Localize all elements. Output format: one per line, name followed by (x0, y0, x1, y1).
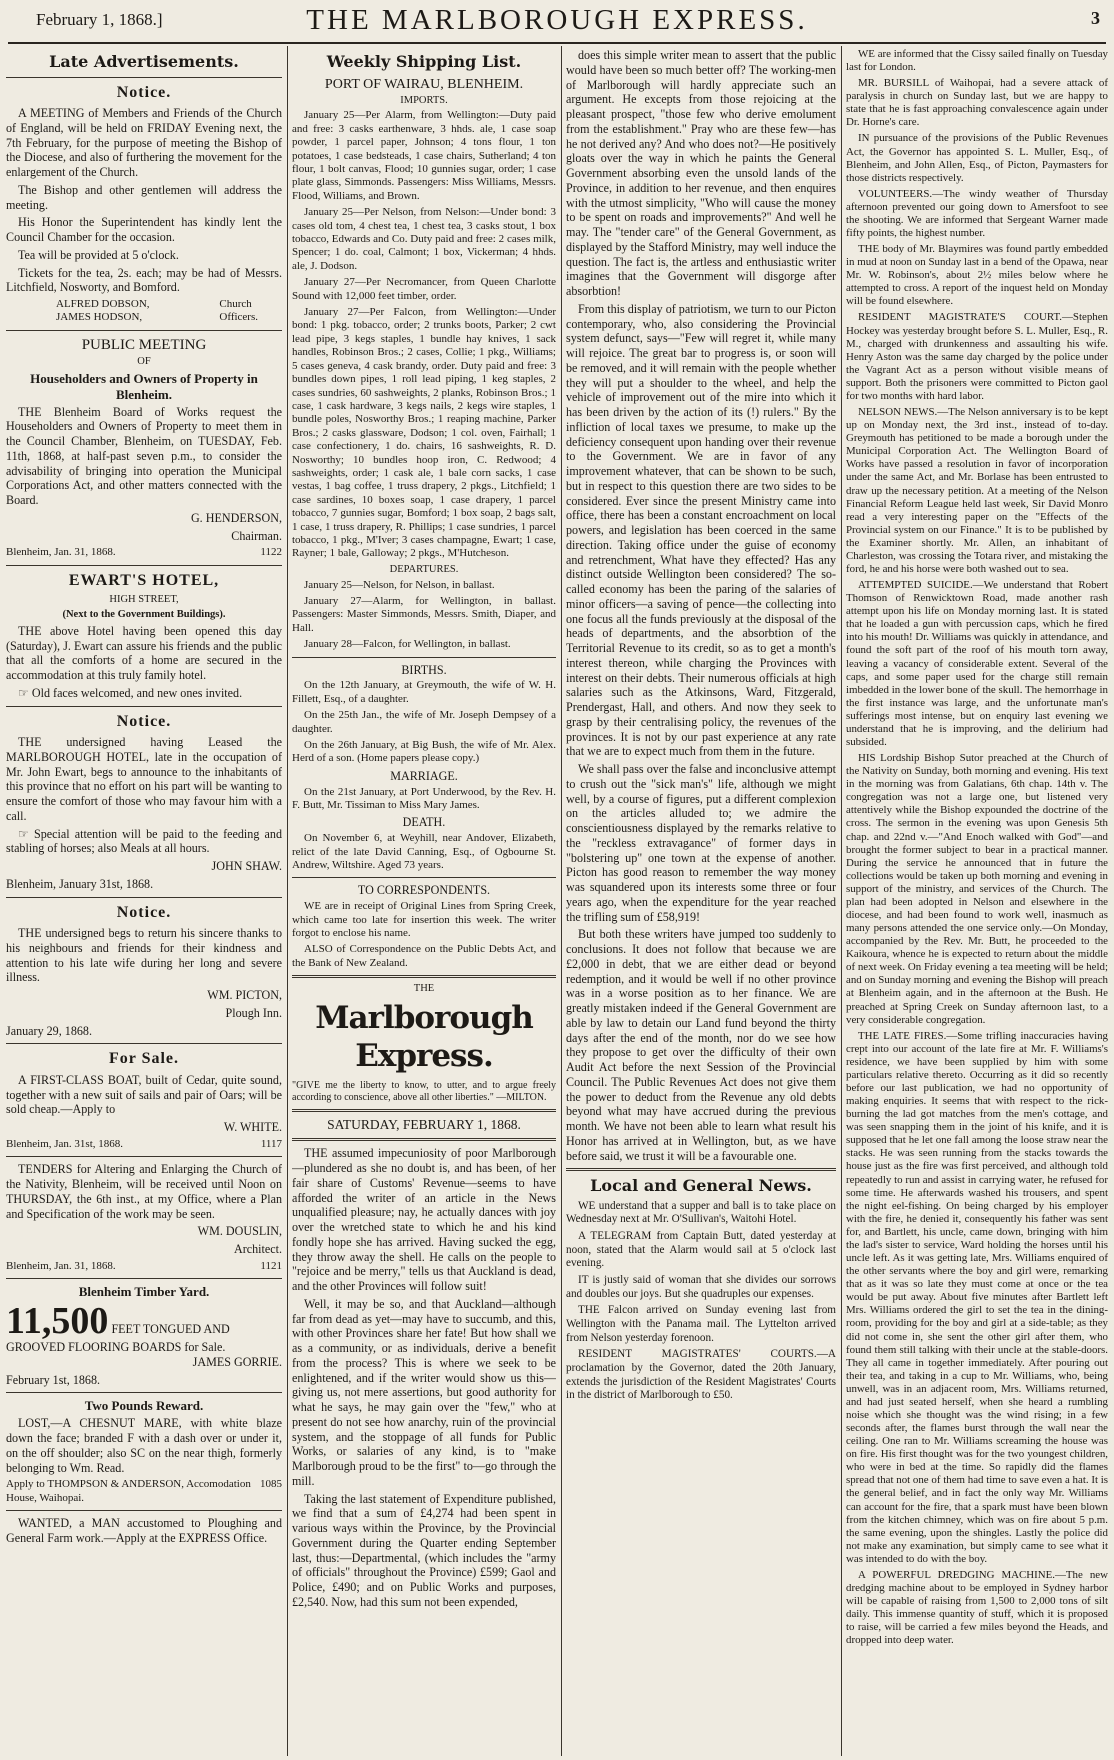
ad-heading: PUBLIC MEETING (81, 336, 207, 353)
port-heading: PORT OF WAIRAU, BLENHEIM. (324, 76, 524, 92)
news-item: RESIDENT MAGISTRATE'S COURT.—Stephen Hockey was yesterday brought before S. L. Muller, Esq., R. M., charged with drunkenness and assaulting his wife. Henry Aston was the same day charged by the police under the Vagrant Act as a person without visible means of support. Both the prisoners were committed to Picton gaol for two months with hard labor. (846, 311, 1108, 402)
ad-footer (6, 1138, 282, 1151)
shipping-entry: January 25—Nelson, for Nelson, in ballast. (304, 578, 495, 591)
subheading: DEATH. (402, 815, 446, 830)
ad-text: THE undersigned having Leased the MARLBOROUGH HOTEL, late in the occupation of Mr. John Ewart, begs to announce to the inhabitants of this province that no effort on his part will be wanting to ensure the comfort of those who may favour him with a call. (6, 735, 282, 823)
signatory-role: Plough Inn. (225, 1005, 282, 1020)
divider (6, 77, 282, 78)
news-item: A POWERFUL DREDGING MACHINE.—The new dredging machine about to be employed in Sydney harbor will be capable of raising from 1,500 to 2,000 tons of silt daily. This immense quantity of stuff, which it is proposed to raise, will be carried a few miles beyond the Heads, and dropped into deep water. (846, 1568, 1108, 1647)
notice-entry: WE are in receipt of Original Lines from Spring Creek, which came too late for insertion this week. The writer forgot to enclose his name. (292, 900, 556, 939)
divider (6, 1278, 282, 1279)
column-advertisements (6, 48, 282, 1758)
ad-text: THE Blenheim Board of Works request the Householders and Owners of Property to meet them in the Council Chamber, Blenheim, on TUESDAY, Feb. 11th, 1868, at half-past seven p.m., to consider the advisability of bringing into operation the Municipal Corporations Act, and other matters connected with the Board. (6, 404, 282, 508)
ad-text (6, 686, 282, 701)
news-item: IT is justly said of woman that she divides our sorrows and doubles our joys. But she quadruples our expenses. (566, 1274, 836, 1300)
ad-text: THE above Hotel having been opened this day (Saturday), J. Ewart can assure his friends and the public that all the comforts of a home are secured in the accommodation at this truly family hotel. (6, 623, 282, 683)
news-item: A TELEGRAM from Captain Butt, dated yesterday at noon, stated that the Alarm would sail at 5 o'clock last evening. (566, 1230, 836, 1270)
column-local-news (846, 48, 1108, 1758)
title-prefix: THE (413, 983, 435, 995)
shipping-entry: January 25—Per Nelson, from Nelson:—Under bond: 3 cases old tom, 4 chest tea, 1 chest tea, 3 casks stout, 1 box tobacco, Edwards and Co. Duty paid and free: 2 cases milk, Spencer; 1 do. coal, Calmont; 1 box, Vickerman; 4 hhds. ale, J. Dodson. (292, 206, 556, 272)
ad-date: Blenheim, Jan. 31st, 1868. (6, 1137, 124, 1150)
ad-heading: Notice. (116, 83, 172, 101)
page-number: 3 (1091, 8, 1100, 28)
subheading: TO CORRESPONDENTS. (357, 883, 491, 898)
signatory: JAMES HODSON, (56, 311, 143, 324)
divider (6, 1156, 282, 1157)
notice-entry: ALSO of Correspondence on the Public Debts Act, and the Bank of New Zealand. (292, 943, 556, 969)
divider (6, 897, 282, 898)
ad-date: February 1st, 1868. (6, 1372, 101, 1387)
ad-heading: Notice. (116, 903, 172, 921)
timber-quantity: 11,500 (6, 1300, 109, 1343)
ad-subheading: Householders and Owners of Property in Blenheim. (30, 370, 258, 402)
divider (292, 877, 556, 878)
signatory: JAMES GORRIE. (192, 1354, 282, 1369)
news-item: IN pursuance of the provisions of the Public Revenues Act, the Governor has appointed S. L. Muller, Esq., of Blenheim, and John Allen, Esq., of Picton, Paymasters for those districts respectively. (846, 132, 1108, 184)
section-heading: Late Advertisements. (49, 52, 239, 71)
news-item: VOLUNTEERS.—The windy weather of Thursday afternoon prevented our going down to Amersfoot to see the shooting. We are informed that Sergeant Warner made fifty points, the highest number. (846, 187, 1108, 240)
notice-entry: On the 12th January, at Greymouth, the wife of W. H. Fillett, Esq., of a daughter. (292, 679, 556, 705)
pointing-hand-icon: ☞ (18, 685, 32, 700)
column-divider (561, 46, 562, 1756)
shipping-entry: January 27—Per Necromancer, from Queen Charlotte Sound with 12,000 feet timber, order. (292, 276, 556, 302)
news-item: THE LATE FIRES.—Some trifling inaccuracies having crept into our account of the late fire at Mr. F. Williams's residence, we have been supplied by him with some particulars relative thereto. Occurring as it did so recently before our last publication, we had no opportunity of making enquiries. It seems that with respect to the rick-burning the lad got matches from the men's cottage, and was seen snapping them in the joint of his knife, and it is supposed that he let one fall among the loose straw near the stacks. He was seen running from the stacks towards the house just as the fire was first perceived, and although told repeatedly to run and assist in carrying water, he refused for some time. He afterwards washed his trousers, and spent the night eel-fishing. On being charged by his employer with the fire, he denied it, consequently his father was sent for, and Bartlett, his uncle, came down, bringing with him the lad's sister to service, Ward holding the horses until his uncle left. As it was getting late, Mrs. Williams enquired of the other servants where the boy and girl were, remarking that as it was so late they must come at once or the tea would be put away. About five minutes after Bartlett left Mrs. Williams ordered the girl to set the tea in the dining-room, providing for the boy and girl at a side-table; as they did not come in, she sent the other girl after them, who found them still talking with their uncle at the stable-doors. They all came in together immediately. After pouring out their tea, and taking in a cup to Mr. Williams, who, being unwell, was in an adjacent room, Mrs. Williams returned, and had just seated herself, when she heard a rumbling noise which she thought was the wind rising; in a few seconds after, the flames burst through the wall near the ceiling. One ran to Mr. Williams screaming the house was on fire. His first thought was for the two youngest children, who were in bed at the time. So rapidly did the flames spread that not one of them had time to save even a hat. It is the general belief, and in fact the only way Mr. Williams can account for the fire, that a spark must have been blown from the kitchen chimney, which was on fire about 5 p.m. the same evening, upon the shingles. Lastly the police did not make any examination, but simply came to see what it was intended to do with the boy. (846, 1029, 1108, 1565)
subheading: DEPARTURES. (389, 563, 459, 575)
ad-subheading: (Next to the Government Buildings). (62, 609, 226, 621)
ad-heading: EWART'S HOTEL, (68, 571, 220, 589)
ad-text: Tea will be provided at 5 o'clock. (18, 247, 179, 262)
newspaper-title: THE MARLBOROUGH EXPRESS. (306, 4, 808, 36)
signatory: WM. PICTON, (207, 988, 282, 1003)
ad-heading: For Sale. (108, 1050, 180, 1068)
shipping-entry: January 27—Alarm, for Wellington, in ballast. Passengers: Master Simmonds, Messrs. Smith, Diaper, and Hall. (292, 595, 556, 634)
news-item: NELSON NEWS.—The Nelson anniversary is to be kept up on Monday next, the 3rd inst., instead of to-day. Greymouth has petitioned to be made a borough under the Municipal Corporation Act. The Wellington Board of Works have passed a resolution in favor of incorporation under the same Act, and Mr. Borlase has been entrusted to draw up the necessary petition. At a meeting of the Nelson Financial Reform League held last week, Sir David Monro read a very interesting paper on the "Effects of the Provincial system on our Finance." It is to be published by the Examiner shortly. Mr. Allen, an inhabitant of Charleston, was crossing the Totara river, and mistaking the ford, he and his horse were both washed out to sea. (846, 406, 1108, 575)
ad-footer (6, 1478, 282, 1505)
ad-number: 1121 (260, 1259, 282, 1272)
notice-entry: On November 6, at Weyhill, near Andover, Elizabeth, relict of the late David Canning, Esq., of Ogbourne St. Andrew, Wiltshire. Aged 73 years. (292, 832, 556, 871)
column-editorial-continued (566, 48, 836, 1758)
news-item: RESIDENT MAGISTRATES' COURTS.—A proclamation by the Governor, dated the 20th January, extends the jurisdiction of the Resident Magistrates' Courts in the district of Marlborough to £50. (566, 1348, 836, 1402)
ad-signature (6, 298, 282, 325)
ad-subheading: OF (137, 356, 151, 368)
signatory: G. HENDERSON, (190, 510, 282, 525)
news-item: HIS Lordship Bishop Sutor preached at the Church of the Nativity on Sunday, both morning and evening. His text in the morning was from Galatians, 6th chap. 14th v. The congregation was not a large one, but listened very attentively while the Bishop expounded the doctrine of the cross. The sermon in the evening was upon Genesis 5th chap. and 22nd v.—"And Enoch walked with God"—and brought the former subject to bear in a practical manner. During the service he announced that in future the collections would be taken up both morning and evening in support of the ministry, and services of the Church. The plan had been adopted in Nelson and elsewhere in the diocese, and had been found to work well, inasmuch as many persons attended the one service only.—On Monday, accompanied by the Rev. Mr. Butt, he proceeded to the Kaikoura, whence he is expected to return about the middle of next week. On Friday evening a tea meeting will be held; and on Sunday morning and evening the Bishop will preach at Blenheim again, and in the afternoon at the Bush. He preached at Spring Creek on Sunday afternoon last, to a very considerable congregation. (846, 752, 1108, 1026)
divider (292, 1109, 556, 1112)
divider (292, 1138, 556, 1141)
news-item: MR. BURSILL of Waihopai, had a severe attack of paralysis in church on Sunday last, but we are happy to state that he is fast approaching convalescence again under Dr. Horne's care. (846, 77, 1108, 129)
notice-entry: On the 21st January, at Port Underwood, by the Rev. H. F. Butt, Mr. Tissiman to Miss Mary James. (292, 785, 556, 811)
divider (6, 1510, 282, 1511)
signatory: JOHN SHAW. (211, 859, 282, 874)
subheading: MARRIAGE. (390, 768, 458, 783)
editorial-text: Well, it may be so, and that Auckland—although far from dead as yet—may have to succumb, and this, with other Provinces share her fate! But how shall we as a community, or as individuals, derive a benefit from the process? This is where we seek to be enlightened, and if the writer would show us this—giving us, not mere assertions, but good authority for what he says, he may gain over the "few," who at present do not see how anarchy, ruin of the provincial system, and the stoppage of all funds for Public Works, or salaries of any kind, is to "make Marlborough proud to be the first" to—go through the mill. (292, 1296, 556, 1488)
ad-text: Tickets for the tea, 2s. each; may be had of Messrs. Litchfield, Nosworty, and Bomford. (6, 265, 282, 295)
ad-date: Blenheim, January 31st, 1868. (6, 876, 154, 891)
editorial-text: Taking the last statement of Expenditure published, we find that a sum of £4,274 had been spent in various ways within the Province, by the Provincial Government during the Quarter ending September last, thus:—Departmental, (which includes the "army of officials" throughout the Province) £599; Gaol and Police, £490; and on Public Works and purposes, £2,540. Now, had this sum not been expended, (292, 1491, 556, 1609)
news-item: WE understand that a supper and ball is to take place on Wednesday next at Mr. O'Sullivan's, Waitohi Hotel. (566, 1199, 836, 1226)
pointing-hand-icon: ☞ (18, 826, 34, 841)
ad-number: 1085 (260, 1478, 282, 1491)
divider (6, 1392, 282, 1393)
ad-text: WANTED, a MAN accustomed to Ploughing and General Farm work.—Apply at the EXPRESS Office. (6, 1516, 282, 1545)
news-item: THE body of Mr. Blaymires was found partly embedded in mud at noon on Sunday last in a bend of the Opawa, near Mr. W. Robinson's, about 2½ miles below where he attempted to cross. A report of the inquest held on Monday will be found elsewhere. (846, 243, 1108, 308)
editorial-text: does this simple writer mean to assert that the public would have been so much better off? The working-men of Marlborough will hardly appreciate such an argument. He excepts from those rejoicing at the pleasant prospect, "those few who derive emolument from the establishment." Pray who are these few—has he not derived any? And who does not?—He positively gloats over the way in which he paints the General Government absorbing even the unsold lands of the Province, in addition to her revenue, and then enquires with the utmost simplicity, "Who will cause the money to be spent on roads and improvements?" And well he may. The "tender care" of the General Government, as displayed by the Stafford Ministry, may well induce the question. The fact is, the artless and enthusiastic writer imagines that the Government will disgorge after absorbtion! (566, 48, 836, 298)
ad-text: His Honor the Superintendent has kindly lent the Council Chamber for the occasion. (6, 215, 282, 245)
ad-heading: Two Pounds Reward. (84, 1398, 204, 1414)
divider (292, 975, 556, 978)
divider (566, 1168, 836, 1171)
ad-number: 1117 (260, 1137, 282, 1150)
newspaper-nameplate: Marlborough Express. (315, 999, 533, 1074)
ad-heading: Blenheim Timber Yard. (78, 1284, 210, 1300)
editorial-date: SATURDAY, FEBRUARY 1, 1868. (327, 1116, 521, 1132)
shipping-entry: January 28—Falcon, for Wellington, in ballast. (304, 638, 511, 651)
ad-text: The Bishop and other gentlemen will address the meeting. (6, 182, 282, 212)
editorial-text: But both these writers have jumped too suddenly to conclusions. It does not follow that because we are £2,000 in debt, that we are either dead or beyond redemption, and it would be well if no other province was in a worse position as to her finance. We are greatly mistaken indeed if the General Government are able by law to detain our Land fund beyond the thirty days after the end of the month, nor do we see how they propose to get over the difficulty of their own Audit Act before the next Session of the Provincial Council. The Public Revenues Act does not give them the power to deduct from the Revenue any old debts beyond what may have accrued during the previous month. We have not been able to learn what result his Honor has arrived at in Wellington, but, as we have before said, we trust it will be a favourable one. (566, 927, 836, 1163)
notice-entry: On the 26th January, at Big Bush, the wife of Mr. Alex. Herd of a son. (Home papers please copy.) (292, 739, 556, 765)
ad-heading: Notice. (116, 712, 172, 730)
editorial-text: From this display of patriotism, we turn to our Picton contemporary, who, also considering the Provincial system defunct, says—"Few will regret it, while many will rejoice. The great bar to progress is, or soon will be removed, and it will remain with the people whether they will put a shoulder to the wheel, and help the vehicle of improvement out of the mire into which it has been driven by the action of its (!) rulers." By the infliction of local taxes we presume, to make up the deficiency consequent upon handing over their revenue to the Government. We are in favor of any improvement whatever, that can be shown to be such, but in respect to this question there are two sides to be considered. Ever since the present Ministry came into office, there has been a constant encroachment on local powers, and legislation has been coerced in the same direction. Taking office under the guise of economy and retrenchment, What have they effected? Has any distinct outside Wellington been considered? The so-called economy has been the paring of the salaries of minor officers—a saving of pence—the collecting into one focus all the funds previously at the disposal of the heads of departments, and the absorbtion of the Territorial Revenue to its credit, so as to get a month's interest thereon, while charging the Provinces with interest on their debts. Their numerous officials at high salaries such as the Atkinsons, Ward, Fitzgerald, Prendergast, Hall, and others. And now they seek to grasp by their centralising policy, the revenues of the provinces. It is not by our past experience at any rate that we are to expect much from them in the future. (566, 301, 836, 759)
ad-subheading: HIGH STREET, (109, 594, 179, 606)
ad-text: Special attention will be paid to the feeding and stabling of horses; also Meals at all hours. (6, 826, 282, 856)
section-heading: Weekly Shipping List. (326, 52, 522, 71)
divider (292, 657, 556, 658)
divider (6, 1043, 282, 1044)
issue-date: February 1, 1868.] (36, 10, 163, 29)
column-divider (287, 46, 288, 1756)
masthead-rule (8, 42, 1106, 44)
ad-text: A MEETING of Members and Friends of the Church of England, will be held on FRIDAY Evening next, the 7th February, for the purpose of meeting the Bishop of the Diocese, and also of furthering the movement for the enlargement of the Church. (6, 106, 282, 180)
section-heading: Local and General News. (590, 1176, 812, 1196)
signatory-role: Church (219, 298, 252, 311)
ad-date: January 29, 1868. (6, 1023, 92, 1038)
divider (6, 565, 282, 566)
timber-ad (6, 1302, 282, 1355)
editorial-text: We shall pass over the false and inconclusive attempt to crush out the "sick man's" life, although we might well, by a course of figures, put a different complexion on the articles alluded to; we admire the conscientiousness displayed by the remarks relative to the "reckless extravagance" of former days in "bolstering up" one town at the expense of another. Picton has good reason to remember the way money was squandered upon its interests some three or four years ago, when the expenditure for the year reached the trifling sum of £58,919! (566, 762, 836, 924)
subheading: IMPORTS. (400, 94, 448, 106)
ad-date: Blenheim, Jan. 31, 1868. (6, 546, 116, 559)
masthead (0, 0, 1114, 44)
ad-text: TENDERS for Altering and Enlarging the Church of the Nativity, Blenheim, will be received until Noon on THURSDAY, the 6th inst., at my Office, where a Plan and Specification of the work may be seen. (6, 1162, 282, 1221)
shipping-entry: January 25—Per Alarm, from Wellington:—Duty paid and free: 3 casks earthenware, 3 hhds. ale, 1 case soap powder, 1 parcel paper, Johnson; 4 tons flour, 1 ton potatoes, 1 case bedsteads, 1 case chairs, Sutherland; 4 ton flour, 1 bolt canvas, Flood; 10 gunnies sugar, order; 1 case plate glass, Simmonds. Passengers: Miss Williams, Messrs. Flood, Williams, and Brown. (292, 109, 556, 202)
ad-text (6, 827, 282, 857)
column-divider (841, 46, 842, 1756)
news-item: THE Falcon arrived on Sunday evening last from Wellington with the Panama mail. The Lyttelton arrived from Nelson yesterday forenoon. (566, 1304, 836, 1344)
notice-entry: On the 25th Jan., the wife of Mr. Joseph Dempsey of a daughter. (292, 709, 556, 735)
ad-text: A FIRST-CLASS BOAT, built of Cedar, quite sound, together with a new suit of sails and pair of Oars; will be sold cheap.—Apply to (6, 1072, 282, 1117)
signatory-role: Officers. (219, 311, 258, 324)
ad-text: Apply to THOMPSON & ANDERSON, Accomodation House, Waihopai. (6, 1478, 251, 1504)
shipping-entry: January 27—Per Falcon, from Wellington:—Under bond: 1 pkg. tobacco, order; 2 trunks boots, Parker; 2 cwt lead pipe, 3 kegs staples, 1 bundle hay knives, 1 sack handles, Robinson Bros.; 2 cases, Collie; 1 pkg., Williams; 5 cases geneva, 4 cask brandy, order. Duty paid and free: 3 bundles down pipes, 1 roll lead piping, 1 keg staples, 2 cases sundries, 60 sashweights, 2 planks, Robinson Bros.; 1 case, 1 cask hardware, 3 kegs nails, 2 kegs wire staples, 1 bundle poles, Nosworthy Bros.; 1 reaping machine, Parker Bros.; 2 casks glassware, Dodson; 1 col. oven, Fairhall; 1 case confectionery, 1 do. chairs, 16 sashweights, R. D. Nosworthy; 10 bundles hoop iron, C. Redwood; 4 sashweights, order; 1 cask ale, 1 bale corn sacks, 1 case vestas, 1 bag coffee, 1 truss drapery, 2 pkgs., Litchfield; 1 case sardines, 10 boxes soap, 1 case drapery, 1 parcel tobacco, 7 gunnies sugar, Bomford; 1 box soap, 2 bags salt, 1 case, 1 truss drapery, R. Phillips; 1 case sundries, 1 parcel tobacco, 1 pkg., M'Iver; 3 cases champagne, Ewart; 1 case, Rayner; 1 bale, Galloway; 2 pkgs., M'Hutcheson. (292, 306, 556, 560)
ad-footer (6, 1260, 282, 1273)
motto: "GIVE me the liberty to know, to utter, and to argue freely according to conscience, above all other liberties." —MILTON. (292, 1079, 556, 1103)
news-item: ATTEMPTED SUICIDE.—We understand that Robert Thomson of Renwicktown Road, made another rash attempt upon his life on Monday morning last. It is stated that he loaded a gun with percussion caps, which he fired into his mouth! Dr. Williams was quickly in attendance, and found the soft part of the roof of his mouth torn away, leaving a vacancy of considerable extent. Several of the caps, and some paper used for the charge still remain imbedded in the lower bone of the skull. The hemorrhage in the first instance was large, and the unfortunate man's sufferings most intense, but on enquiry last evening we understand that he is improving, and the delirium had subsided. (846, 579, 1108, 748)
signatory: WM. DOUSLIN, (197, 1224, 282, 1239)
ad-text: THE undersigned begs to return his sincere thanks to his neighbours and friends for their kindness and attention to his late wife during her long and severe illness. (6, 926, 282, 985)
ad-text: Old faces welcomed, and new ones invited. (31, 685, 243, 700)
signatory-role: Chairman. (231, 528, 282, 543)
signatory: W. WHITE. (223, 1120, 282, 1135)
divider (6, 706, 282, 707)
ad-date: Blenheim, Jan. 31, 1868. (6, 1259, 116, 1272)
signatory-role: Architect. (233, 1242, 282, 1257)
signatory: ALFRED DOBSON, (56, 298, 150, 311)
news-item: WE are informed that the Cissy sailed finally on Tuesday last for London. (846, 48, 1108, 74)
editorial-text: THE assumed impecuniosity of poor Marlborough—plundered as she no doubt is, and has been, of her fair share of Customs' Revenue—seems to have afforded the writer of an article in the News unqualified pleasure; nay, he actually dances with joy over the wretched state to which he and his kind fondly hope she has arrived. Having sucked the egg, they throw away the shell. He calls on the people to "rejoice and be merry," tells us that Auckland is dead, and the other Provinces will follow suit! (292, 1146, 556, 1294)
ad-text: FEET TONGUED AND GROOVED FLOORING BOARDS for Sale. (6, 1322, 230, 1355)
ad-number: 1122 (260, 546, 282, 559)
subheading: BIRTHS. (401, 662, 447, 677)
ad-text: LOST,—A CHESNUT MARE, with white blaze down the face; branded F with a dash over or under it, on the off shoulder; also SC on the near thigh, formerly belonging to Wm. Read. (6, 1416, 282, 1475)
ad-footer (6, 546, 282, 559)
column-shipping-editorial (292, 48, 556, 1758)
divider (6, 330, 282, 331)
